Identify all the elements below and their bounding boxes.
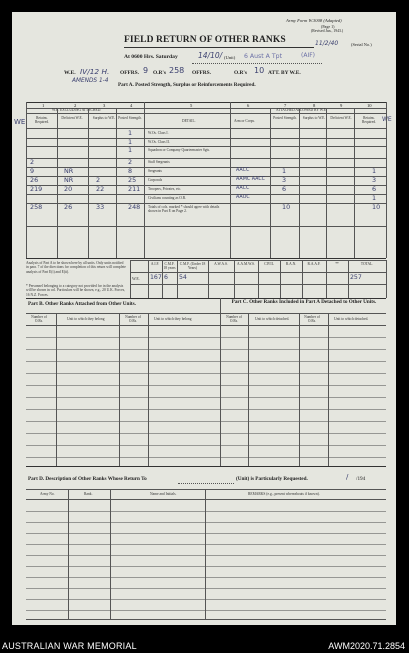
row-arm-corps-value: AACC — [236, 168, 250, 173]
hdr-att-posted: Posted Strength. — [273, 116, 297, 120]
row-posted-value: 25 — [128, 176, 137, 184]
hdr-arm-corps: Arm or Corps. — [234, 119, 255, 123]
offrs-value: 9 — [143, 66, 149, 75]
row-detail-label: Corporals — [148, 178, 163, 182]
analysis-header-cell: A.I.F. — [150, 262, 160, 266]
ruled-row — [26, 610, 386, 611]
unit-stamp: 6 Aust A Tpt — [244, 53, 283, 60]
ruled-row — [26, 349, 386, 350]
part-a-top-rule — [26, 102, 386, 103]
row-posted-value: 8 — [128, 167, 133, 175]
analysis-header-cell: TOTAL. — [360, 262, 374, 266]
row-posted-value: 1 — [128, 146, 133, 154]
analysis-value-cell: 257 — [350, 274, 362, 281]
ruled-row — [26, 511, 386, 512]
part-bc-header-rule — [26, 325, 386, 326]
row-posted-value: 1 — [128, 129, 133, 137]
vline — [116, 108, 117, 258]
row-detail-label: Troopers, Privates, etc. — [148, 187, 182, 191]
row-surplus-value: 2 — [96, 176, 101, 184]
col-num-3: 3 — [103, 103, 106, 108]
table-row-rule — [26, 146, 386, 147]
col-num-5: 5 — [190, 103, 193, 108]
ruled-row — [26, 577, 386, 578]
row-retains-value: 26 — [30, 176, 39, 184]
page-number: (Page 1) — [321, 24, 335, 29]
hdr-att-retains: Retains. Required. — [361, 116, 377, 124]
table-row-rule — [26, 167, 386, 168]
vline — [57, 108, 58, 258]
part-c-title: Part C. Other Ranks Included in Part A Detached to Other Units. — [231, 299, 377, 305]
analysis-header-cell: R.A.A.F. — [307, 262, 321, 266]
at-hours-label: At 0600 Hrs. Saturday — [124, 54, 178, 60]
analysis-footnote: * Personnel belonging to a category not provided for in the analysis will be shown in col. Particulars will be shown, e.g., 20 U.K. Forces, 16 N.Z. Forces. — [26, 284, 126, 297]
group-we-header: W.E. EXCLUDING ATTACHED. — [52, 108, 102, 112]
row-retains-value: 219 — [30, 185, 43, 193]
col-num-2: 2 — [74, 103, 77, 108]
we-label: W.E. — [64, 70, 76, 76]
row-att-posted-value: 10 — [282, 203, 291, 211]
ruled-row — [26, 566, 386, 567]
part-b-hdr-number-2: Number of O.Rs. — [125, 315, 141, 323]
part-bc-bottom-rule — [26, 466, 386, 467]
row-att-retains-value: 1 — [372, 167, 377, 175]
row-detail-label: W.Os. Class I. — [148, 131, 169, 135]
row-detail-label: Squadron or Company Quartermaster Sgts. — [148, 148, 210, 152]
hdr-surplus-we: Surplus to W.E. — [92, 116, 116, 120]
row-detail-label: Staff Sergeants — [148, 160, 170, 164]
footer-accession-number: AWM2020.71.2854 — [328, 641, 405, 651]
part-d-header-rule — [26, 499, 386, 500]
row-posted-value: 211 — [128, 185, 141, 193]
date-handwritten: 14/10/ — [198, 51, 223, 60]
vline — [88, 108, 89, 258]
table-row-rule — [26, 158, 386, 159]
table-row-rule — [26, 176, 386, 177]
vline — [386, 102, 387, 258]
vline — [230, 102, 231, 258]
vline — [299, 313, 300, 466]
analysis-value-cell: 54 — [179, 274, 187, 281]
row-att-retains-value: 3 — [372, 176, 377, 184]
part-b-title: Part B. Other Ranks Attached from Other Units. — [28, 301, 136, 307]
right-margin-mark: WE — [382, 116, 392, 123]
ruled-row — [26, 599, 386, 600]
left-margin-mark: WE — [14, 118, 26, 126]
ruled-row — [26, 522, 386, 523]
row-att-retains-value: 1 — [372, 194, 377, 202]
analysis-note: Analysis of Part A to be shown here by all units. Only units notified in para. 7 of the directions for completion of this return will complete analysis of Part E(i) and E(ii). — [26, 261, 126, 274]
row-att-posted-value: 1 — [282, 167, 287, 175]
row-retains-value: 9 — [30, 167, 35, 175]
hdr-posted-strength: Posted Strength. — [118, 116, 142, 120]
row-arm-corps-value: AAOC — [236, 195, 250, 200]
part-a-header-rule — [26, 128, 386, 129]
ruled-row — [26, 555, 386, 556]
row-detail-label: Sergeants — [148, 169, 162, 173]
offrs-label: OFFRS. — [120, 70, 140, 76]
analysis-value-cell: 167 — [150, 274, 162, 281]
ruled-row — [26, 409, 386, 410]
table-row-rule — [26, 185, 386, 186]
row-arm-corps-value: AACC — [236, 186, 250, 191]
row-surplus-value: 22 — [96, 185, 105, 193]
part-d-hdr-rank: Rank. — [84, 492, 93, 496]
ors-att-value: 10 — [254, 66, 265, 75]
part-d-hdr-remarks: REMARKS (e.g., present whereabouts if known). — [248, 492, 320, 496]
row-deficient-value: 20 — [64, 185, 73, 193]
footer-credit: AUSTRALIAN WAR MEMORIAL — [2, 641, 137, 651]
row-posted-value: 248 — [128, 203, 141, 211]
part-d-unit-label: (Unit) is Particularly Requested. — [236, 476, 308, 482]
vline — [56, 313, 57, 466]
col-num-9: 9 — [340, 103, 343, 108]
analysis-value-cell: W.E. — [132, 276, 140, 281]
col-num-7: 7 — [284, 103, 287, 108]
unit-suffix: (AIF) — [301, 52, 316, 59]
analysis-header-cell: R.A.N. — [285, 262, 297, 266]
row-att-retains-value: 10 — [372, 203, 381, 211]
ruled-row — [26, 433, 386, 434]
part-b-hdr-number-1: Number of O.Rs. — [31, 315, 47, 323]
col-num-4: 4 — [130, 103, 133, 108]
row-detail-label: Totals of cols. marked * should agree with details shown in Part E on Page 2. — [148, 205, 220, 214]
table-row-rule — [26, 226, 386, 227]
ors-value: 258 — [169, 66, 185, 75]
form-title: FIELD RETURN OF OTHER RANKS — [124, 35, 286, 45]
title-underline — [124, 47, 314, 48]
unit-label: (Unit) — [224, 55, 236, 60]
ors-att-label: O.R's — [234, 70, 248, 76]
date-dotted-line — [192, 63, 322, 64]
ruled-row — [26, 361, 386, 362]
vline — [270, 108, 271, 258]
analysis-header-cell: A.A.M.W.S. — [237, 262, 255, 266]
ruled-row — [26, 421, 386, 422]
part-d-unit-line — [178, 483, 234, 484]
part-d-year: /194 — [356, 476, 366, 482]
revised-label: (Revised Jan., 1943.) — [311, 29, 344, 33]
table-row-rule — [26, 203, 386, 204]
form-page — [12, 12, 396, 625]
part-b-hdr-unit-2: Unit to which they belong — [154, 317, 192, 321]
part-d-hdr-army-no: Army No. — [40, 492, 55, 496]
ruled-row — [26, 373, 386, 374]
row-retains-value: 2 — [30, 158, 35, 166]
analysis-col-divider — [130, 260, 131, 298]
ruled-row — [26, 385, 386, 386]
vline — [26, 102, 27, 258]
part-c-hdr-unit-2: Unit to which detached. — [334, 317, 369, 321]
vline — [354, 108, 355, 258]
ruled-row — [26, 445, 386, 446]
ruled-row — [26, 588, 386, 589]
col-num-10: 10 — [367, 103, 372, 108]
analysis-value-cell: 6 — [164, 274, 168, 281]
ruled-row — [26, 544, 386, 545]
vline — [119, 313, 120, 466]
ruled-row — [26, 457, 386, 458]
vline — [299, 108, 300, 258]
army-form-label: Army Form W.3008 (Adapted) — [286, 18, 342, 23]
row-surplus-value: 33 — [96, 203, 105, 211]
row-deficient-value: 26 — [64, 203, 73, 211]
row-att-retains-value: 6 — [372, 185, 377, 193]
offrs-att-label: OFFRS. — [192, 70, 212, 76]
ruled-row — [26, 337, 386, 338]
hdr-att-deficient: Deficient W.E. — [330, 116, 352, 120]
col-num-8: 8 — [313, 103, 316, 108]
analysis-header-cell: CIVIL — [264, 262, 274, 266]
amends-note: AMENDS 1-4 — [72, 78, 109, 84]
ors-label: O.R's — [153, 70, 167, 76]
analysis-col-divider — [386, 260, 387, 298]
row-deficient-value: NR — [64, 167, 74, 175]
part-bc-top-rule — [26, 313, 386, 314]
vline — [248, 313, 249, 466]
table-row-rule — [26, 138, 386, 139]
part-d-top-rule — [26, 489, 386, 490]
att-by-we-label: ATT. BY W.E. — [268, 70, 301, 76]
part-a-bottom-rule — [26, 258, 386, 259]
part-bc-divider — [220, 298, 221, 466]
row-detail-label: Civilians counting as O.R. — [148, 196, 187, 200]
ruled-row — [26, 397, 386, 398]
hdr-deficient-we: Deficient W.E. — [61, 116, 83, 120]
analysis-header-cell: C.M.F. (Under 18 Years) — [179, 262, 206, 270]
row-posted-value: 2 — [128, 158, 133, 166]
hdr-detail: DETAIL. — [182, 119, 196, 123]
ruled-row — [26, 533, 386, 534]
part-d-hdr-name: Name and Initials. — [150, 492, 177, 496]
part-c-hdr-unit-1: Unit to which detached. — [255, 317, 290, 321]
analysis-header-cell: A.W.A.S. — [214, 262, 228, 266]
part-a-title: Part A. Posted Strength, Surplus or Reinforcements Required. — [118, 82, 256, 88]
col-num-6: 6 — [247, 103, 250, 108]
col-num-1: 1 — [42, 103, 45, 108]
part-c-hdr-number-2: Number of O.Rs. — [304, 315, 320, 323]
row-att-posted-value: 3 — [282, 176, 287, 184]
analysis-header-cell: C.M.F. 18 years — [163, 262, 176, 270]
row-detail-label: W.Os. Class II. — [148, 140, 170, 144]
vline — [326, 108, 327, 258]
serial-label: (Serial No.) — [351, 42, 372, 47]
table-row-rule — [26, 194, 386, 195]
part-d-title: Part D. Description of Other Ranks Whose Return To — [28, 476, 147, 482]
part-b-hdr-unit-1: Unit to which they belong — [67, 317, 105, 321]
hdr-retains-required: Retains. Required. — [34, 116, 50, 124]
row-retains-value: 258 — [30, 203, 43, 211]
we-value: IV/12 H. — [80, 67, 110, 76]
row-posted-value: 1 — [128, 138, 133, 146]
row-deficient-value: NR — [64, 176, 74, 184]
serial-number: 11/2/40 — [315, 40, 339, 47]
part-a-group-rule — [26, 113, 386, 114]
vline — [144, 102, 145, 258]
row-arm-corps-value: AAMC AACC — [236, 177, 266, 182]
hdr-att-surplus: Surplus to W.E. — [302, 116, 326, 120]
group-att-header: ATTACHED ALLOWED BY W.E. — [276, 108, 327, 112]
part-c-hdr-number-1: Number of O.Rs. — [226, 315, 242, 323]
part-d-date: / — [346, 473, 349, 481]
vline — [148, 313, 149, 466]
row-att-posted-value: 6 — [282, 185, 287, 193]
part-d-bottom-rule — [26, 619, 386, 620]
analysis-header-cell: ** — [335, 262, 339, 266]
vline — [328, 313, 329, 466]
